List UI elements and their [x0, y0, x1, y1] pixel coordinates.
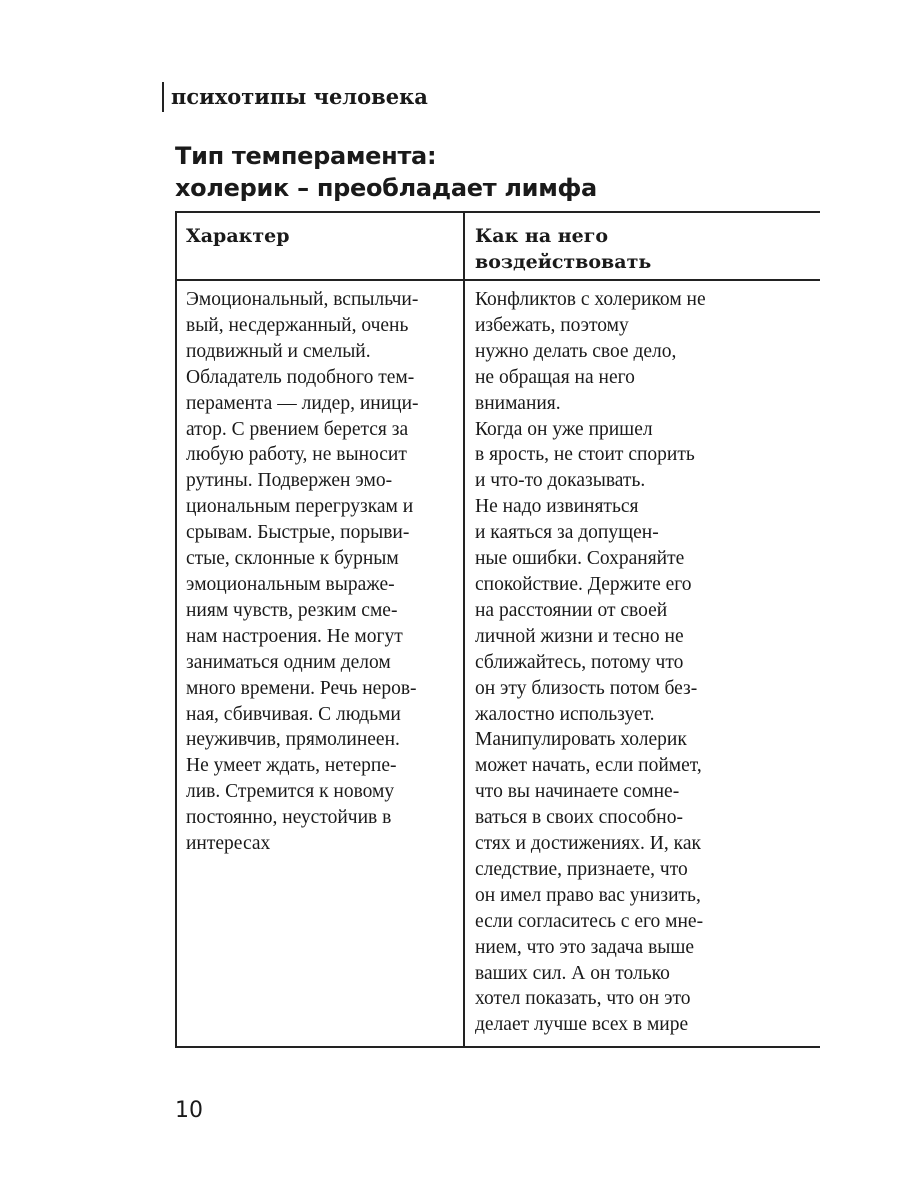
text-line: интересах [186, 833, 271, 855]
text-line: подвижный и смелый. [186, 340, 371, 362]
text-line: жалостно использует. [475, 703, 655, 725]
text-line: Манипулировать холерик [475, 729, 687, 751]
text-line: Не надо извиняться [475, 496, 639, 518]
text-line: нам настроения. Не могут [186, 625, 403, 647]
text-line: сближайтесь, потому что [475, 651, 684, 673]
text-line: делает лучше всех в мире [475, 1014, 689, 1036]
text-line: он эту близость потом без- [475, 677, 698, 699]
text-line: Когда он уже пришел [475, 418, 653, 440]
text-line: любую работу, не выносит [186, 444, 407, 466]
text-line: эмоциональным выраже- [186, 573, 395, 595]
text-line: атор. С рвением берется за [186, 418, 409, 440]
text-line: ная, сбивчивая. С людьми [186, 703, 401, 725]
character-cell [186, 287, 419, 857]
text-line: заниматься одним делом [186, 651, 391, 673]
text-line: стях и достижениях. И, как [475, 833, 701, 855]
text-line: ваших сил. А он только [475, 962, 670, 984]
page-number: 10 [175, 1098, 203, 1123]
text-line: на расстоянии от своей [475, 599, 668, 621]
text-line: избежать, поэтому [475, 314, 629, 336]
text-line: постоянно, неустойчив в [186, 807, 392, 829]
text-line: что вы начинаете сомне- [475, 781, 680, 803]
text-line: лив. Стремится к новому [186, 781, 395, 803]
header-divider [177, 279, 820, 281]
text-line: может начать, если поймет, [475, 755, 702, 777]
text-line: много времени. Речь неров- [186, 677, 417, 699]
temperament-table [175, 211, 820, 1048]
text-line: нужно делать свое дело, [475, 340, 677, 362]
text-line: ниям чувств, резким сме- [186, 599, 398, 621]
text-line: стые, склонные к бурным [186, 548, 399, 570]
text-line: он имел право вас унизить, [475, 884, 701, 906]
text-line: если согласитесь с его мне- [475, 910, 704, 932]
text-line: ваться в своих способно- [475, 807, 683, 829]
text-line: Обладатель подобного тем- [186, 366, 415, 388]
header-line: Как на него [475, 225, 609, 247]
text-line: внимания. [475, 392, 561, 414]
section-title [175, 140, 597, 204]
title-line: холерик – преобладает лимфа [175, 174, 597, 202]
text-line: в ярость, не стоит спорить [475, 444, 695, 466]
text-line: личной жизни и тесно не [475, 625, 684, 647]
text-line: и каяться за допущен- [475, 522, 659, 544]
text-line: ные ошибки. Сохраняйте [475, 548, 685, 570]
text-line: спокойствие. Держите его [475, 573, 692, 595]
text-line: следствие, признаете, что [475, 858, 688, 880]
text-line: перамента — лидер, иници- [186, 392, 419, 414]
influence-cell [475, 287, 706, 1038]
column-divider [463, 213, 465, 1046]
header-character: Характер [186, 225, 290, 247]
header-influence [475, 223, 651, 275]
text-line: Эмоциональный, вспыльчи- [186, 289, 419, 310]
running-header: психотипы человека [162, 82, 428, 112]
text-line: Конфликтов с холериком не [475, 289, 706, 310]
text-line: циональным перегрузкам и [186, 496, 414, 518]
header-line: воздействовать [475, 251, 652, 273]
title-line: Тип темперамента: [175, 142, 437, 170]
text-line: срывам. Быстрые, порыви- [186, 522, 410, 544]
text-line: и что-то доказывать. [475, 470, 646, 492]
text-line: Не умеет ждать, нетерпе- [186, 755, 397, 777]
text-line: нием, что это задача выше [475, 936, 695, 958]
text-line: не обращая на него [475, 366, 635, 388]
text-line: хотел показать, что он это [475, 988, 691, 1010]
text-line: неуживчив, прямолинеен. [186, 729, 400, 751]
text-line: рутины. Подвержен эмо- [186, 470, 393, 492]
text-line: вый, несдержанный, очень [186, 314, 409, 336]
